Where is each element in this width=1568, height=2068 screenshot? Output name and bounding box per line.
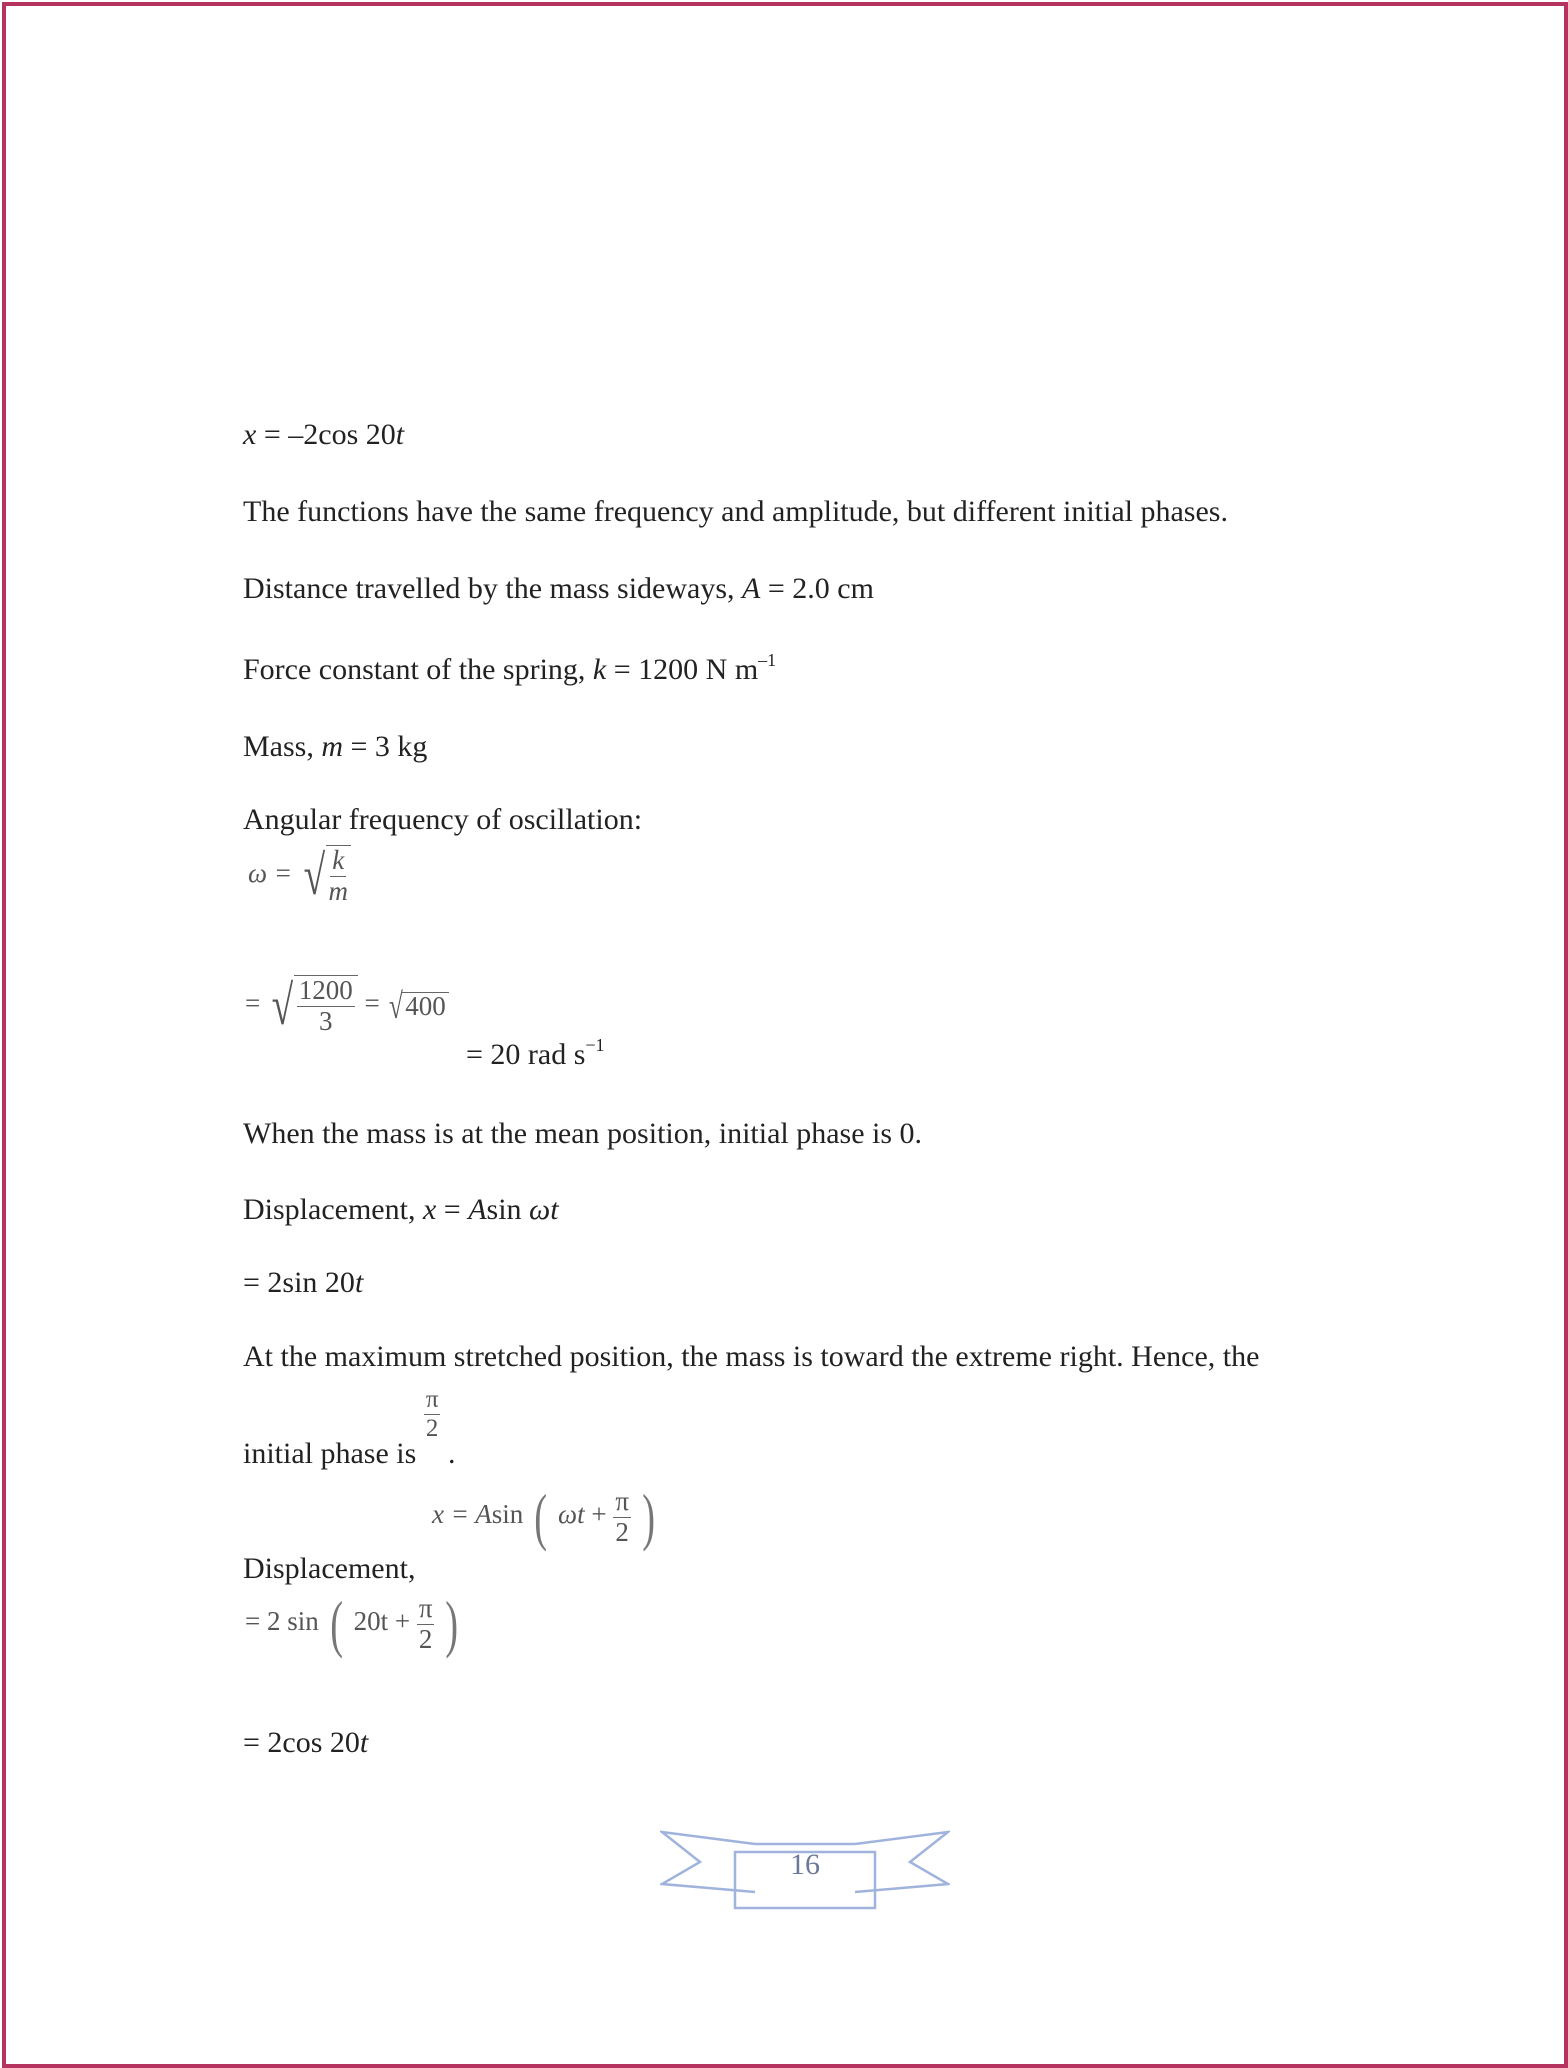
sqrt [386, 985, 448, 1026]
sqrt [299, 845, 351, 906]
radicand [294, 975, 358, 1036]
denominator: 2 [418, 1623, 433, 1654]
var-t: t [359, 1726, 369, 1759]
equation-2cos [243, 1728, 368, 1758]
right-paren: ) [642, 1481, 655, 1552]
paragraph-mean-position: When the mass is at the mean position, initial phase is 0. [243, 1117, 923, 1150]
numerator: π [425, 1386, 439, 1413]
fraction [613, 1487, 631, 1547]
equation-omega [248, 845, 351, 906]
paragraph-angular-frequency: Angular frequency of oscillation: [243, 803, 643, 836]
denominator: m [328, 875, 349, 906]
superscript: −1 [585, 1035, 605, 1055]
plus: + [591, 1499, 607, 1530]
omega-lhs: ω = [248, 857, 293, 888]
text: Distance travelled by the mass sideways, [243, 572, 743, 605]
radical-icon: √ [303, 844, 325, 907]
text: = 2.0 cm [760, 572, 874, 605]
paragraph-mass [243, 732, 427, 762]
sqrt [267, 975, 358, 1036]
fraction [424, 1386, 441, 1442]
equation-2sin [243, 1268, 363, 1298]
fraction [417, 1594, 435, 1654]
fraction [329, 846, 349, 906]
text: sin [486, 1193, 530, 1226]
radical-icon: √ [271, 974, 294, 1037]
displacement-label: Displacement, [243, 1552, 416, 1585]
text: Displacement, [243, 1193, 423, 1226]
superscript: –1 [758, 650, 777, 670]
paragraph-max-stretched: At the maximum stretched position, the mass is toward the extreme right. Hence, the [243, 1340, 1260, 1373]
text: = 3 kg [343, 730, 428, 763]
equation-x-neg-cos [243, 420, 404, 450]
text: = 20 rad s [466, 1038, 586, 1071]
var-wt: ωt [529, 1193, 559, 1226]
radical-icon: √ [389, 985, 404, 1026]
numerator: π [615, 1485, 629, 1516]
var-A: A [475, 1499, 492, 1530]
right-paren: ) [445, 1588, 459, 1659]
paragraph-functions: The functions have the same frequency and amplitude, but different initial phases. [243, 495, 1228, 528]
equation-x-asin [432, 1481, 659, 1552]
denominator: 3 [318, 1005, 333, 1036]
var-wt: ωt [558, 1499, 585, 1530]
equals: = [364, 987, 380, 1018]
text: Force constant of the spring, [243, 653, 593, 686]
paragraph-force-constant [243, 651, 776, 685]
text: = 2sin 20 [243, 1266, 355, 1299]
text: Mass, [243, 730, 322, 763]
page-border [2, 2, 1568, 2068]
omega-result [466, 1036, 605, 1070]
radicand [326, 845, 352, 906]
var-m: m [321, 730, 344, 763]
plus: + [394, 1606, 411, 1637]
var-x: x = [432, 1499, 476, 1530]
numerator: 1200 [298, 975, 353, 1005]
left-paren: ( [534, 1481, 548, 1552]
var-x: x [422, 1193, 437, 1226]
equals: = [245, 987, 261, 1018]
var-t: t [354, 1266, 364, 1299]
left-paren: ( [329, 1588, 343, 1659]
sin: sin [491, 1499, 524, 1530]
denominator: 2 [425, 1414, 439, 1442]
var-t: t [395, 418, 405, 451]
text: initial phase is [243, 1436, 424, 1470]
var-k: k [592, 653, 607, 686]
fraction [297, 976, 355, 1036]
argument: 20t [353, 1606, 389, 1637]
radicand: 400 [402, 992, 449, 1020]
numerator: k [332, 845, 345, 875]
text: = 1200 N m [606, 653, 759, 686]
paragraph-initial-phase [243, 1386, 456, 1470]
text: . [440, 1436, 456, 1470]
text: = 2 sin [245, 1606, 319, 1637]
numerator: π [418, 1592, 433, 1623]
var-A: A [742, 572, 761, 605]
denominator: 2 [615, 1516, 629, 1547]
var-x: x [243, 418, 257, 451]
text: = [436, 1193, 469, 1226]
eq-text: = –2cos 20 [256, 418, 396, 451]
equation-2sin-phase [245, 1588, 463, 1659]
equation-displacement [243, 1195, 559, 1225]
paragraph-distance [243, 574, 874, 604]
var-A: A [468, 1193, 487, 1226]
equation-omega-calc [245, 975, 449, 1036]
text: = 2cos 20 [243, 1726, 360, 1759]
page-number: 16 [790, 1848, 820, 1881]
